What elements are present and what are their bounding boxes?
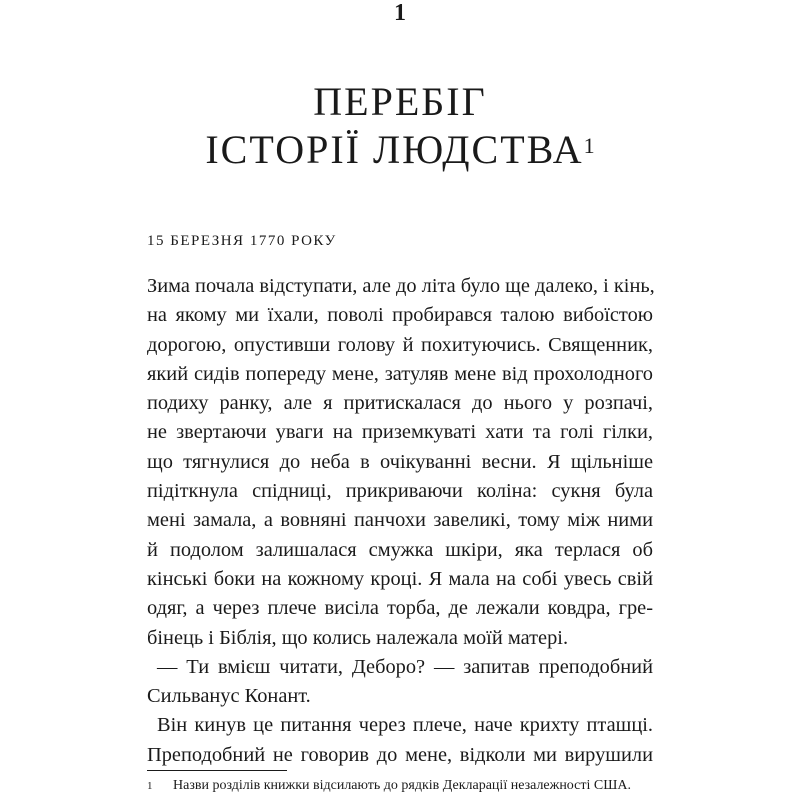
body-line: не звертаючи уваги на приземкуваті хати та голі гілки, [147,421,653,444]
footnote-divider [147,770,287,771]
body-line: Сильванус Конант. [147,685,311,708]
body-line: мені замала, а вовняні панчохи завеликі, тому між ними [147,509,653,532]
footnote-mark: 1 [147,780,153,792]
body-line: й подолом залишалася смужка шкіри, яка терлася об [147,538,653,561]
body-line: Зима почала відступати, але до літа було ще далеко, і кінь, [147,275,655,297]
body-line: Преподобний не говорив до мене, відколи ми вирушили [147,743,653,766]
body-line: одяг, а через плече висіла торба, де лежали ковдра, гре- [147,597,653,620]
body-line: кінські боки на кожному кроці. Я мала на собі увесь свій [147,567,653,590]
chapter-title-line-2-text: ІСТОРІЇ ЛЮДСТВА [205,127,584,172]
body-line: на якому ми їхали, поволі пробирався талою вибоїстою [147,304,653,327]
body-line: підіткнула спідниці, прикриваючи коліна: сукня була [147,480,653,503]
chapter-title [0,78,800,174]
body-line: — Ти вмієш читати, Деборо? — запитав преподобний [157,655,653,678]
body-line: подиху ранку, але я притискалася до нього у розпачі, [147,392,653,415]
dateline: 15 БЕРЕЗНЯ 1770 РОКУ [147,233,337,249]
footnote-reference[interactable]: 1 [583,133,595,158]
footnote [147,778,657,794]
body-line: що тягнулися до неба в очікуванні весни. Я щільніше [147,450,653,473]
body-text [147,272,653,770]
body-line: бінець і Біблія, що колись належала моїй матері. [147,626,569,649]
body-line: який сидів попереду мене, затуляв мене від прохолодного [147,362,653,385]
chapter-title-line-2 [0,126,800,174]
chapter-title-line-1: ПЕРЕБІГ [313,79,487,124]
footnote-text: Назви розділів книжки відсилають до рядків Декларації незалежності США. [173,778,631,793]
chapter-number: 1 [394,0,406,26]
body-line: Він кинув це питання через плече, наче крихту пташці. [157,714,653,737]
body-line: дорогою, опустивши голову й похитуючись. Священник, [147,333,653,356]
